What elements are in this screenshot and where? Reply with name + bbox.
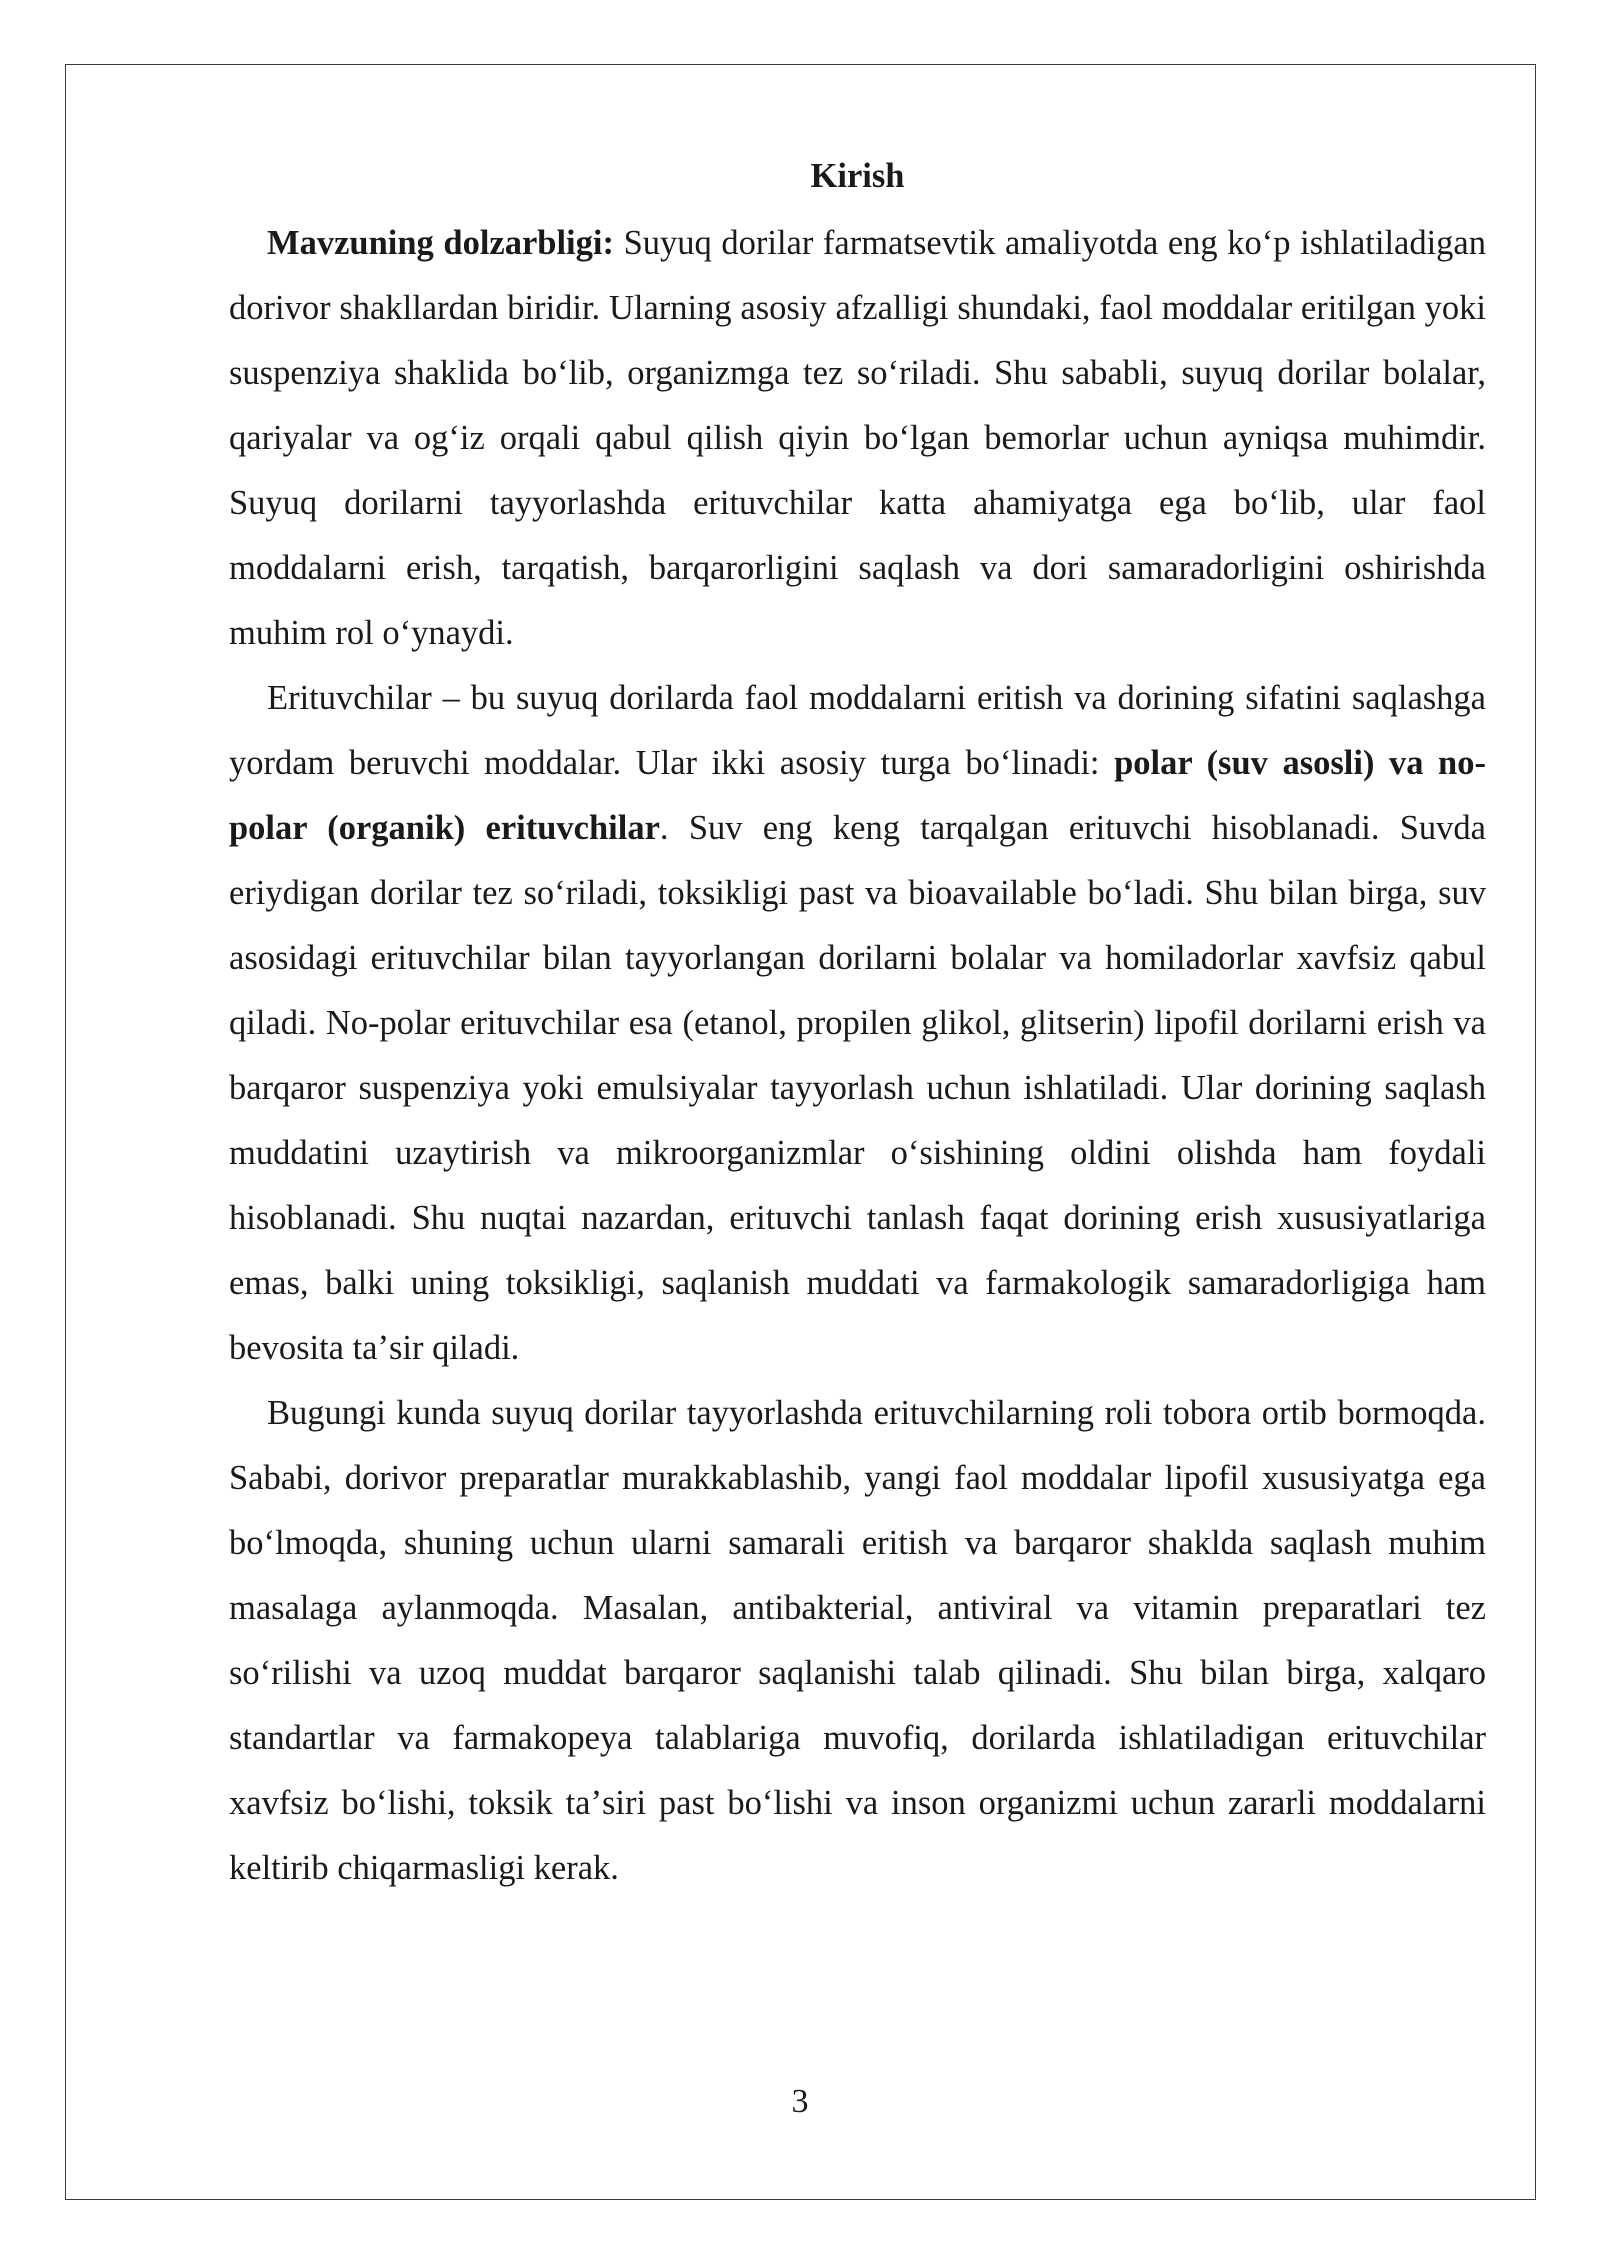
- document-body: [229, 148, 1486, 1901]
- paragraph-bold-phrase: polar (suv asosli) va no-polar (organik) erituvchilar: [229, 744, 1486, 847]
- paragraph-current-role: [229, 1381, 1486, 1901]
- paragraph-text: Suyuq dorilar farmatsevtik amaliyotda eng koʻp ishlatiladigan dorivor shakllardan biridir. Ularning asosiy afzalligi shundaki, faol moddalar eritilgan yoki suspenziya shaklida boʻlib, organizmga tez soʻriladi. Shu sababli, suyuq dorilar bolalar, qariyalar va ogʻiz orqali qabul qilish qiyin boʻlgan bemorlar uchun ayniqsa muhimdir. Suyuq dorilarni tayyorlashda erituvchilar katta ahamiyatga ega boʻlib, ular faol moddalarni erish, tarqatish, barqarorligini saqlash va dori samaradorligini oshirishda muhim rol oʻynaydi.: [229, 224, 1486, 652]
- paragraph-solvents: [229, 666, 1486, 1381]
- paragraph-relevance: [229, 211, 1486, 666]
- page-number: 3: [791, 2083, 809, 2120]
- paragraph-text: . Suv eng keng tarqalgan erituvchi hisoblanadi. Suvda eriydigan dorilar tez soʻriladi, toksikligi past va bioavailable boʻladi. Shu bilan birga, suv asosidagi erituvchilar bilan tayyorlangan dorilarni bolalar va homiladorlar xavfsiz qabul qiladi. No-polar erituvchilar esa (etanol, propilen glikol, glitserin) lipofil dorilarni erish va barqaror suspenziya yoki emulsiyalar tayyorlash uchun ishlatiladi. Ular dorining saqlash muddatini uzaytirish va mikroorganizmlar oʻsishining oldini olishda ham foydali hisoblanadi. Shu nuqtai nazardan, erituvchi tanlash faqat dorining erish xususiyatlariga emas, balki uning toksikligi, saqlanish muddati va farmakologik samaradorligiga ham bevosita taʼsir qiladi.: [229, 809, 1486, 1367]
- section-title: Kirish: [810, 157, 905, 195]
- paragraph-lead-bold: Mavzuning dolzarbligi:: [267, 224, 614, 262]
- paragraph-text: Bugungi kunda suyuq dorilar tayyorlashda erituvchilarning roli tobora ortib bormoqda. Sababi, dorivor preparatlar murakkablashib, yangi faol moddalar lipofil xususiyatga ega boʻlmoqda, shuning uchun ularni samarali eritish va barqaror shaklda saqlash muhim masalaga aylanmoqda. Masalan, antibakterial, antiviral va vitamin preparatlari tez soʻrilishi va uzoq muddat barqaror saqlanishi talab qilinadi. Shu bilan birga, xalqaro standartlar va farmakopeya talablariga muvofiq, dorilarda ishlatiladigan erituvchilar xavfsiz boʻlishi, toksik taʼsiri past boʻlishi va inson organizmi uchun zararli moddalarni keltirib chiqarmasligi kerak.: [229, 1394, 1486, 1887]
- paragraph-text: Erituvchilar – bu suyuq dorilarda faol moddalarni eritish va dorining sifatini saqlashga yordam beruvchi moddalar. Ular ikki asosiy turga boʻlinadi:: [229, 679, 1486, 782]
